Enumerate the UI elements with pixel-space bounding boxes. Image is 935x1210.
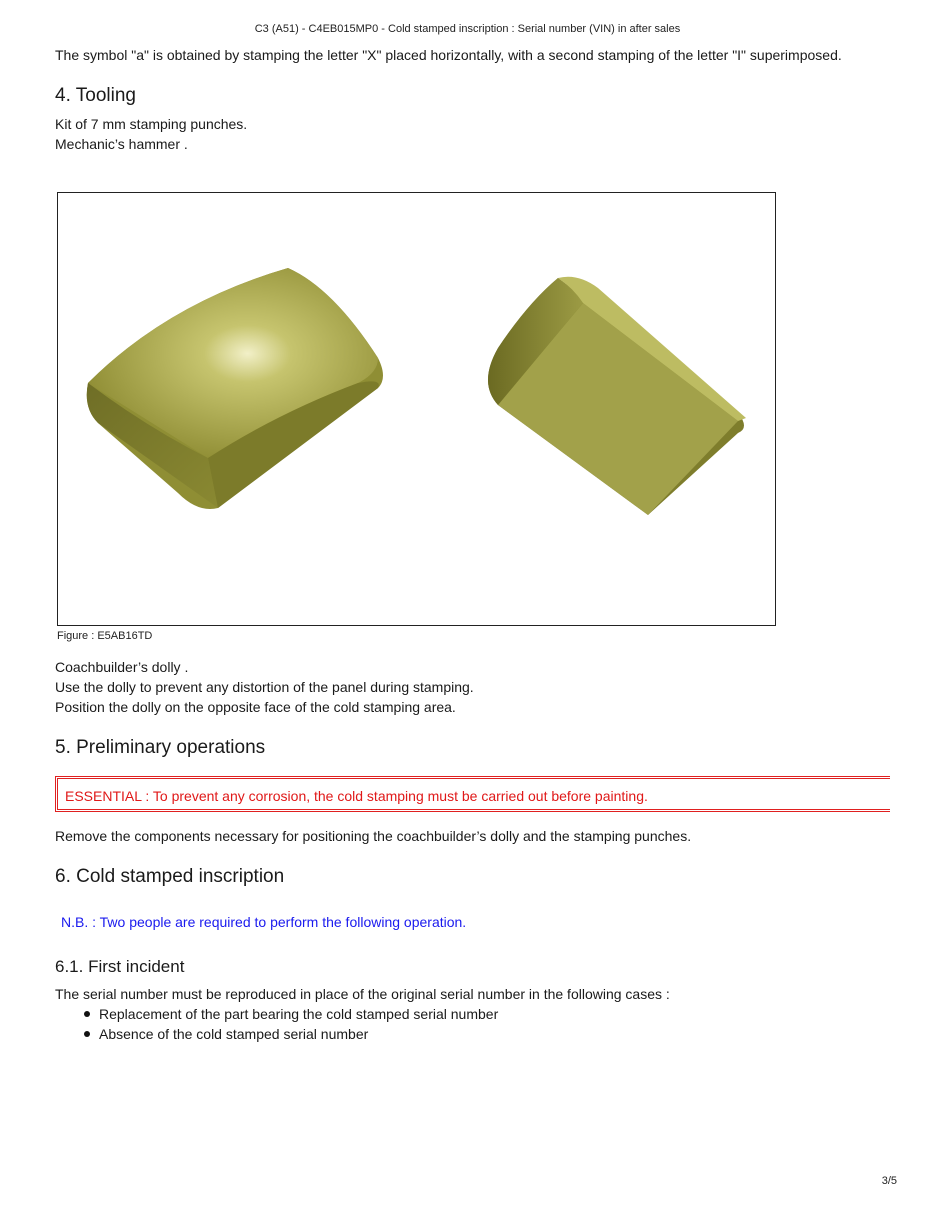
- list-item: Replacement of the part bearing the cold stamped serial number: [55, 1004, 498, 1024]
- tooling-line-2: Mechanic’s hammer .: [55, 136, 188, 152]
- tooling-heading: 4. Tooling: [55, 85, 136, 106]
- figure-frame: [57, 192, 776, 626]
- dolly-illustration: [58, 193, 775, 625]
- figure-caption: Figure : E5AB16TD: [57, 630, 153, 642]
- preliminary-text: Remove the components necessary for positioning the coachbuilder’s dolly and the stamping punches.: [55, 828, 692, 844]
- cold-stamping-heading: 6. Cold stamped inscription: [55, 866, 285, 887]
- dolly-line-1: Coachbuilder’s dolly .: [55, 659, 189, 675]
- tooling-line-1: Kit of 7 mm stamping punches.: [55, 116, 248, 132]
- intro-text: The symbol "a" is obtained by stamping the letter "X" placed horizontally, with a second stamping of the letter "I" superimposed.: [55, 47, 842, 63]
- flat-dolly-shape: [488, 277, 746, 515]
- dolly-line-2: Use the dolly to prevent any distortion of the panel during stamping.: [55, 679, 474, 695]
- curved-dolly-shape: [87, 268, 383, 509]
- first-incident-text: The serial number must be reproduced in place of the original serial number in the following cases :: [55, 986, 670, 1002]
- list-item: Absence of the cold stamped serial number: [55, 1024, 498, 1044]
- essential-warning-text: ESSENTIAL : To prevent any corrosion, the cold stamping must be carried out before painting.: [65, 788, 648, 804]
- essential-warning-box: [55, 776, 890, 812]
- dolly-line-3: Position the dolly on the opposite face of the cold stamping area.: [55, 699, 456, 715]
- first-incident-heading: 6.1. First incident: [55, 957, 185, 976]
- nb-note: N.B. : Two people are required to perform the following operation.: [61, 914, 467, 930]
- case-list: [55, 1004, 498, 1044]
- page-number: 3/5: [881, 1175, 897, 1187]
- document-header: C3 (A51) - C4EB015MP0 - Cold stamped inscription : Serial number (VIN) in after sales: [254, 23, 681, 35]
- preliminary-heading: 5. Preliminary operations: [55, 737, 266, 758]
